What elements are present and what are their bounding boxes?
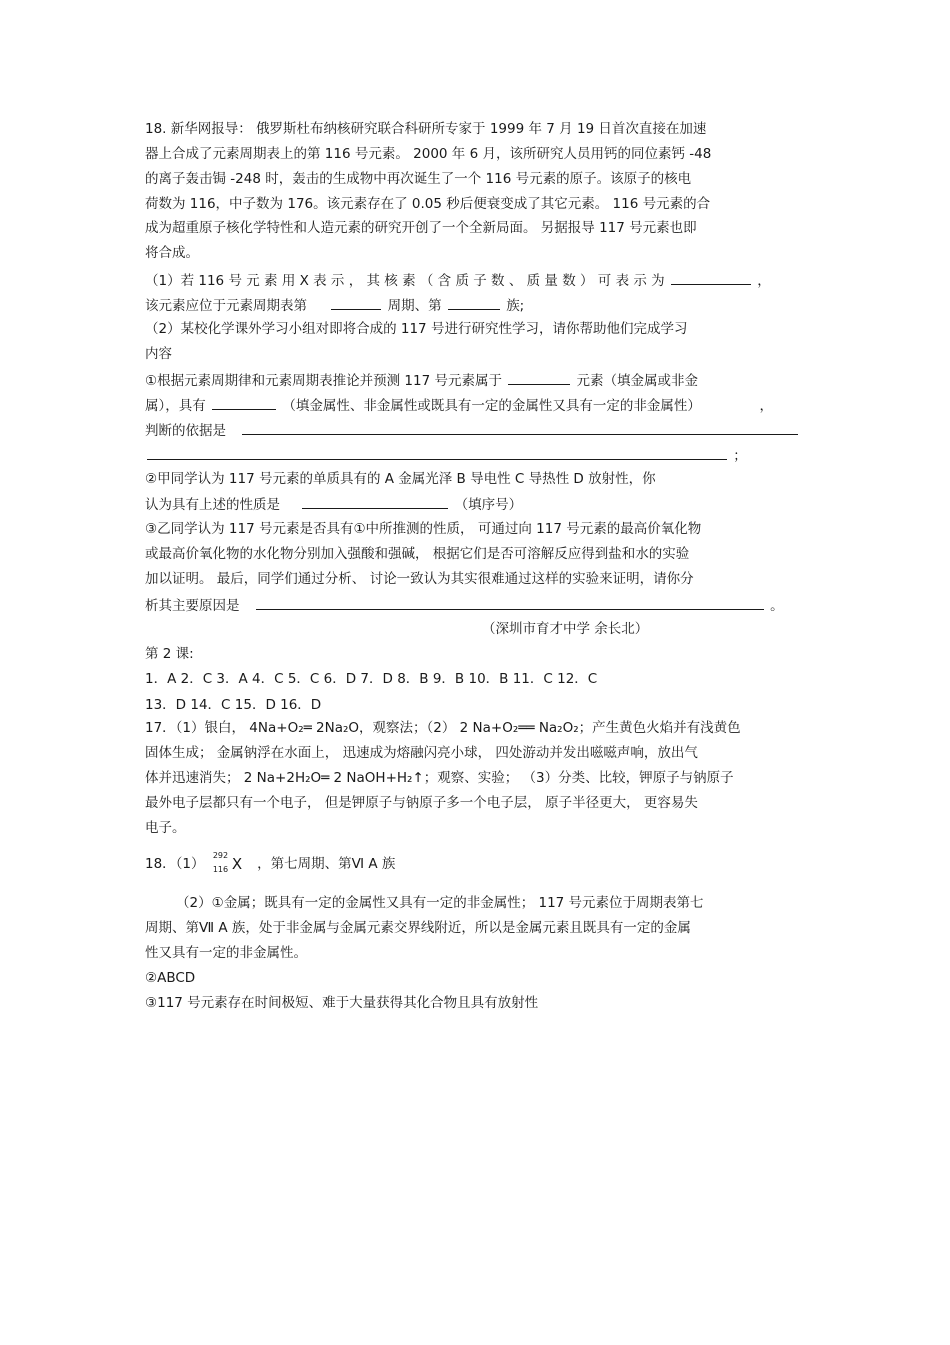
sub2-line-2 — [145, 494, 522, 514]
answer18-part2-line-1: （2）①金属；既具有一定的金属性又具有一定的非金属性； 117 号元素位于周期表第七 — [176, 895, 704, 911]
sub3-line-2: 或最高价氧化物的水化物分别加入强酸和强碱， 根据它们是否可溶解反应得到盐和水的实验 — [145, 546, 690, 562]
sub1-line-1 — [145, 370, 698, 390]
element-symbol: X — [231, 855, 243, 873]
text-segment: 该元素应位于元素周期表第 — [145, 298, 307, 314]
answer18-sub2: ②ABCD — [145, 970, 196, 986]
text-segment: ①根据元素周期律和元素周期表推论并预测 117 号元素属于 — [145, 373, 502, 389]
text-segment: 析其主要原因是 — [145, 598, 240, 614]
text-segment: （填序号） — [454, 497, 523, 513]
answer18-part2-line-2: 周期、第Ⅶ A 族，处于非金属与金属元素交界线附近，所以是金属元素且既具有一定的金属 — [145, 920, 691, 936]
text-segment: 判断的依据是 — [145, 423, 226, 439]
mc-answers-line-1: 1．A 2．C 3．A 4．C 5．C 6．D 7．D 8．B 9．B 10．B 11．C 12．C — [145, 671, 598, 687]
q18-line-4: 荷数为 116，中子数为 176。该元素存在了 0.05 秒后便衰变成了其它元素。 116 号元素的合 — [145, 196, 711, 212]
answer17-line-1: 17．（1）银白， 4Na+O₂═ 2Na₂O，观察法；（2） 2 Na+O₂══ Na₂O₂；产生黄色火焰并有浅黄色 — [145, 720, 741, 736]
part2-line-2: 内容 — [145, 346, 172, 362]
text-segment: ，第七周期、第Ⅵ A 族 — [257, 856, 396, 872]
answer17-line-5: 电子。 — [145, 820, 186, 836]
answer17-line-4: 最外电子层都只有一个电子， 但是钾原子与钠原子多一个电子层， 原子半径更大， 更容易失 — [145, 795, 698, 811]
group-blank — [448, 295, 500, 310]
text-segment: 族; — [506, 298, 525, 314]
nuclide-blank — [671, 270, 751, 285]
reason-blank-1 — [242, 420, 798, 435]
atomic-number: 116 — [212, 865, 229, 874]
mc-answers-line-2: 13．D 14．C 15．D 16．D — [145, 697, 322, 713]
sub1-line-3 — [145, 420, 800, 440]
answer18-part2-line-3: 性又具有一定的非金属性。 — [145, 945, 307, 961]
answer18-part1 — [145, 851, 396, 874]
answer17-line-3: 体并迅速消失； 2 Na+2H₂O═ 2 NaOH+H₂↑；观察、实验； （3）分类、比较，钾原子与钠原子 — [145, 770, 734, 786]
sub1-line-2 — [145, 395, 773, 415]
sub1-line-4 — [145, 445, 747, 465]
answer18-sub3: ③117 号元素存在时间极短、难于大量获得其化合物且具有放射性 — [145, 995, 539, 1011]
q18-line-3: 的离子轰击锔 -248 时，轰击的生成物中再次诞生了一个 116 号元素的原子。该原子的核电 — [145, 171, 692, 187]
part1-question-text: （1）若 116 号 元 素 用 X 表 示 ， 其 核 素 （ 含 质 子 数 、 质 量 数 ） 可 表 示 为 — [145, 273, 665, 289]
text-segment: 属），具有 — [145, 398, 206, 414]
text-segment: ； — [733, 448, 747, 464]
sub2-line-1: ②甲同学认为 117 号元素的单质具有的 A 金属光泽 B 导电性 C 导热性 D 放射性，你 — [145, 471, 656, 487]
part2-line-1: （2）某校化学课外学习小组对即将合成的 117 号进行研究性学习，请你帮助他们完成学习 — [145, 321, 688, 337]
reason-blank-2 — [147, 445, 727, 460]
nuclide-notation — [212, 851, 249, 874]
element-type-blank — [508, 370, 570, 385]
period-blank — [331, 295, 381, 310]
q18-line-2: 器上合成了元素周期表上的第 116 号元素。 2000 年 6 月，该所研究人员用钙的同位素钙 -48 — [145, 146, 712, 162]
q18-line-6: 将合成。 — [145, 245, 199, 261]
text-segment: ， — [759, 398, 773, 414]
part1-line-2 — [145, 295, 524, 315]
mass-number: 292 — [212, 851, 229, 860]
sub3-line-1: ③乙同学认为 117 号元素是否具有①中所推测的性质， 可通过向 117 号元素的最高价氧化物 — [145, 521, 702, 537]
properties-blank — [302, 494, 448, 509]
source-note: （深圳市育才中学 余长北） — [482, 621, 649, 637]
text-segment: 18．（1） — [145, 856, 205, 872]
text-segment: 元素（填金属或非金 — [576, 373, 699, 389]
answer17-line-2: 固体生成； 金属钠浮在水面上， 迅速成为熔融闪亮小球， 四处游动并发出嗞嗞声响，放出气 — [145, 745, 698, 761]
lesson-heading: 第 2 课: — [145, 646, 194, 662]
q18-line-1: 18. 新华网报导： 俄罗斯杜布纳核研究联合科研所专家于 1999 年 7 月 19 日首次直接在加速 — [145, 121, 707, 137]
text-segment: 认为具有上述的性质是 — [145, 497, 280, 513]
q18-line-5: 成为超重原子核化学特性和人造元素的研究开创了一个全新局面。 另据报导 117 号元素也即 — [145, 220, 697, 236]
property-blank — [212, 395, 276, 410]
text-segment: 周期、第 — [387, 298, 442, 314]
text-segment: 。 — [770, 598, 784, 614]
text-segment: （填金属性、非金属性或既具有一定的金属性又具有一定的非金属性） — [282, 398, 701, 414]
punctuation: ， — [757, 273, 771, 289]
sub3-line-3: 加以证明。 最后，同学们通过分析、 讨论一致认为其实很难通过这样的实验来证明，请你分 — [145, 571, 694, 587]
sub3-line-4 — [145, 595, 784, 615]
part1-line-1 — [145, 270, 771, 290]
cause-blank — [256, 595, 764, 610]
